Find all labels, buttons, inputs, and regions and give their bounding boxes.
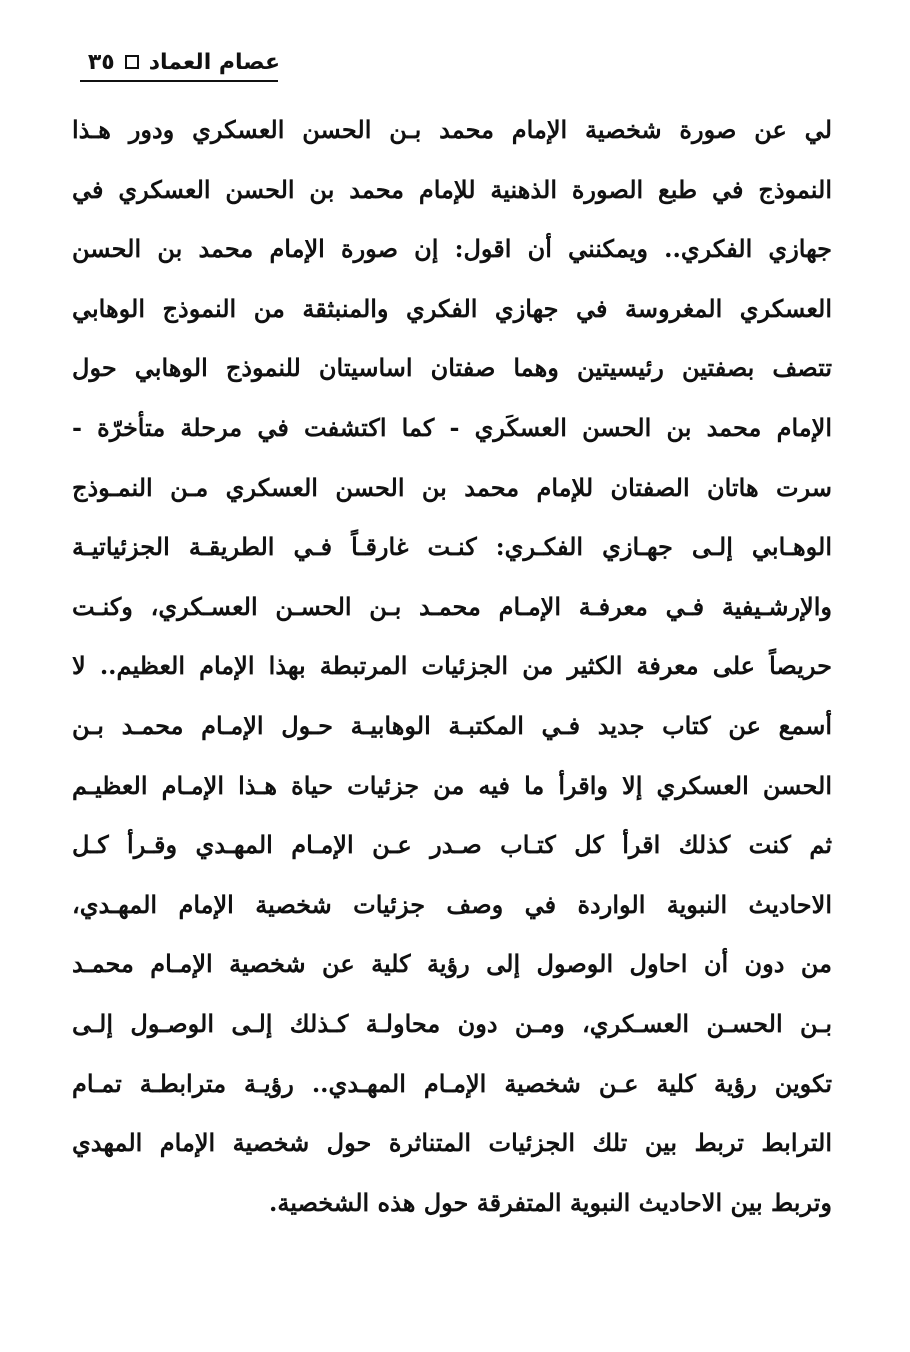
text-line: تكوين رؤية كلية عـن شخصية الإمـام المهـدي.. رؤيـة مترابطـة تمـام	[72, 1068, 832, 1098]
text-line: بـن الحسـن العسـكري، ومـن دون محاولـة كـذلك إلـى الوصـول إلـى	[72, 1008, 832, 1038]
text-line: أسمع عن كتاب جديد فـي المكتبـة الوهابيـة حـول الإمـام محمـد بـن	[72, 710, 832, 740]
running-header	[80, 42, 280, 82]
square-separator-icon	[125, 55, 139, 69]
text-line: جهازي الفكري.. ويمكنني أن اقول: إن صورة الإمام محمد بن الحسن	[72, 234, 832, 264]
text-line: الترابط تربط بين تلك الجزئيات المتناثرة حول شخصية الإمام المهدي	[72, 1128, 832, 1158]
text-line: العسكري المغروسة في جهازي الفكري والمنبثقة من النموذج الوهابي	[72, 293, 832, 323]
text-line: وتربط بين الاحاديث النبوية المتفرقة حول هذه الشخصية.	[269, 1187, 832, 1217]
header-underline	[80, 80, 278, 82]
text-line: سرت هاتان الصفتان للإمام محمد بن الحسن العسكري مـن النمـوذج	[72, 472, 832, 502]
text-line: من دون أن احاول الوصول إلى رؤية كلية عن شخصية الإمـام محمـد	[72, 949, 832, 979]
body-paragraph	[72, 100, 832, 1232]
text-line: الإمام محمد بن الحسن العسكَري - كما اكتشفت في مرحلة متأخرّة -	[72, 412, 832, 442]
text-line: الاحاديث النبوية الواردة في وصف جزئيات شخصية الإمام المهـدي،	[72, 889, 832, 919]
text-line: لي عن صورة شخصية الإمام محمد بـن الحسن العسكري ودور هـذا	[72, 115, 832, 144]
text-line: الحسن العسكري إلا واقرأ ما فيه من جزئيات حياة هـذا الإمـام العظيـم	[72, 770, 832, 800]
text-line: والإرشـيفية فـي معرفـة الإمـام محمـد بـن الحسـن العسـكري، وكنـت	[72, 591, 832, 621]
text-line: تتصف بصفتين رئيسيتين وهما صفتان اساسيتان للنموذج الوهابي حول	[72, 353, 832, 383]
page-number: ٣٥	[87, 49, 115, 75]
text-line: الوهـابي إلـى جهـازي الفكـري: كنـت غارقـاً فـي الطريقـة الجزئياتيـة	[72, 532, 832, 562]
book-title: عصام العماد	[148, 49, 280, 75]
text-line: حريصاً على معرفة الكثير من الجزئيات المرتبطة بهذا الإمام العظيم.. لا	[72, 651, 832, 681]
text-line: النموذج في طبع الصورة الذهنية للإمام محمد بن الحسن العسكري في	[72, 174, 832, 204]
text-line: ثم كنت كذلك اقرأ كل كتـاب صـدر عـن الإمـام المهـدي وقـرأ كـل	[72, 830, 832, 860]
